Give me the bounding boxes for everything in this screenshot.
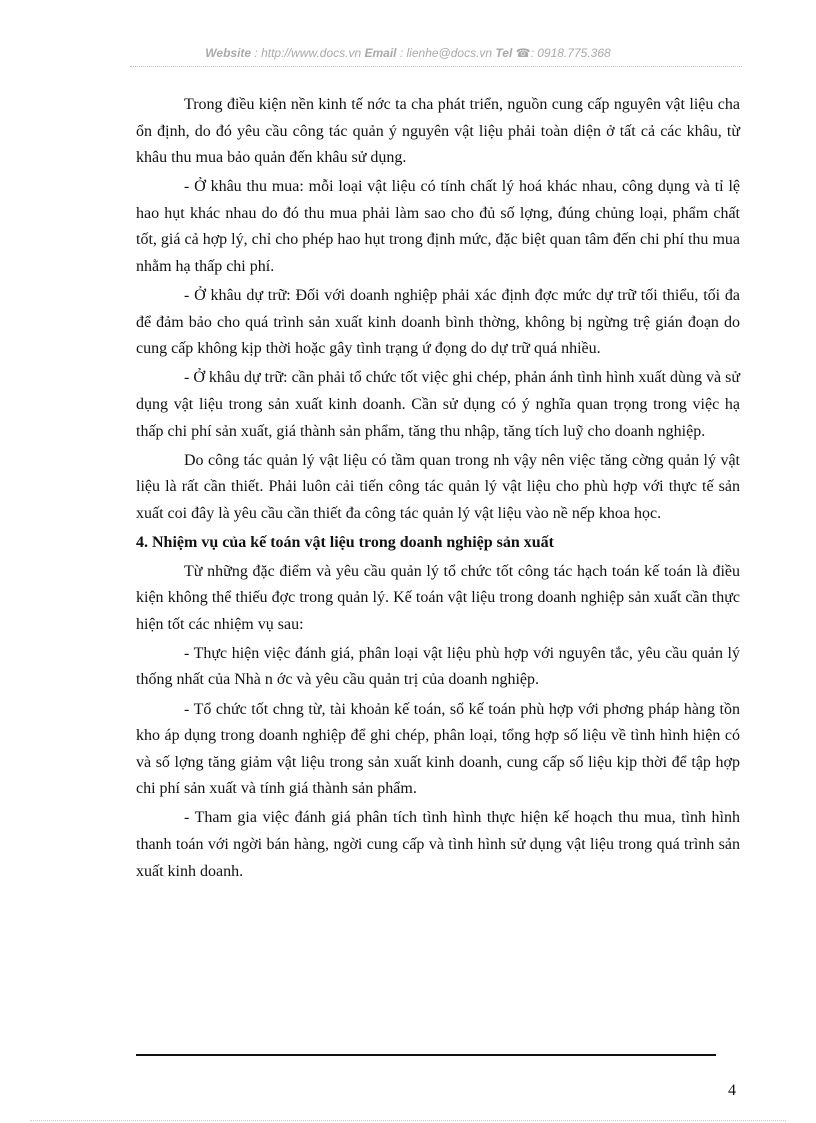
paragraph: - Thực hiện việc đánh giá, phân loại vật liệu phù hợp với nguyên tắc, yêu cầu quản lý thống nhất của Nhà n ớc và yêu cầu quản trị của doanh nghiệp.: [136, 644, 740, 689]
paragraph: - Ở khâu dự trữ: cần phải tổ chức tốt việc ghi chép, phản ánh tình hình xuất dùng và sử dụng vật liệu trong sản xuất kinh doanh. Cần sử dụng có ý nghĩa quan trọng trong việc hạ thấp chi phí sản xuất, giá thành sản phẩm, tăng thu nhập, tăng tích luỹ cho doanh nghiệp.: [136, 369, 740, 440]
paragraph: - Ở khâu thu mua: mỗi loại vật liệu có tính chất lý hoá khác nhau, công dụng và tỉ lệ hao hụt khác nhau do đó thu mua phải làm sao cho đủ số lợng, đúng chủng loại, phẩm chất tốt, giá cả hợp lý, chỉ cho phép hao hụt trong định mức, đặc biệt quan tâm đến chi phí thu mua nhằm hạ thấp chi phí.: [136, 178, 740, 276]
page-header: [30, 46, 786, 60]
tel-label: Tel: [495, 46, 513, 60]
section-heading: 4. Nhiệm vụ của kế toán vật liệu trong doanh nghiệp sản xuất: [136, 534, 554, 551]
paragraph: Trong điều kiện nền kinh tế nớc ta cha phát triển, nguồn cung cấp nguyên vật liệu cha ổn định, do đó yêu cầu công tác quản ý nguyên vật liệu phải toàn diện ở tất cả các khâu, từ khâu thu mua bảo quản đến khâu sử dụng.: [136, 96, 740, 167]
email-label: Email: [364, 46, 397, 60]
tel-value: ☎: 0918.775.368: [515, 46, 611, 60]
footer-divider: [136, 1054, 716, 1056]
email-value: : lienhe@docs.vn: [399, 46, 493, 60]
website-label: Website: [205, 46, 252, 60]
paragraph: - Tham gia việc đánh giá phân tích tình hình thực hiện kế hoạch thu mua, tình hình thanh toán với ngời bán hàng, ngời cung cấp và tình hình sử dụng vật liệu trong quá trình sản xuất kinh doanh.: [136, 809, 740, 880]
paragraph: Từ những đặc điểm và yêu cầu quản lý tổ chức tốt công tác hạch toán kế toán là điều kiện không thể thiếu đợc trong quản lý. Kế toán vật liệu trong doanh nghiệp sản xuất cần thực hiện tốt các nhiệm vụ sau:: [136, 562, 740, 633]
bottom-divider: [30, 1120, 786, 1121]
header-divider: [130, 66, 742, 67]
paragraph: Do công tác quản lý vật liệu có tầm quan trong nh vậy nên việc tăng cờng quản lý vật liệu là rất cần thiết. Phải luôn cải tiến công tác quản lý vật liệu cho phù hợp với thực tế sản xuất coi đây là yêu cầu cần thiết đa công tác quản lý vật liệu vào nề nếp khoa học.: [136, 451, 740, 522]
paragraph: - Ở khâu dự trữ: Đối với doanh nghiệp phải xác định đợc mức dự trữ tối thiểu, tối đa để đảm bảo cho quá trình sản xuất kinh doanh bình thờng, không bị ngừng trệ gián đoạn do cung cấp không kịp thời hoặc gây tình trạng ứ đọng do dự trữ quá nhiều.: [136, 287, 740, 358]
page-number: 4: [728, 1082, 736, 1099]
document-body: [136, 92, 740, 888]
paragraph: - Tổ chức tốt chng từ, tài khoản kế toán, sổ kế toán phù hợp với phơng pháp hàng tồn kho áp dụng trong doanh nghiệp để ghi chép, phân loại, tổng hợp số liệu về tình hình hiện có và số lợng tăng giảm vật liệu trong sản xuất kinh doanh, cung cấp số liệu kịp thời để tập hợp chi phí sản xuất và tính giá thành sản phẩm.: [136, 700, 740, 798]
website-value: : http://www.docs.vn: [254, 46, 362, 60]
